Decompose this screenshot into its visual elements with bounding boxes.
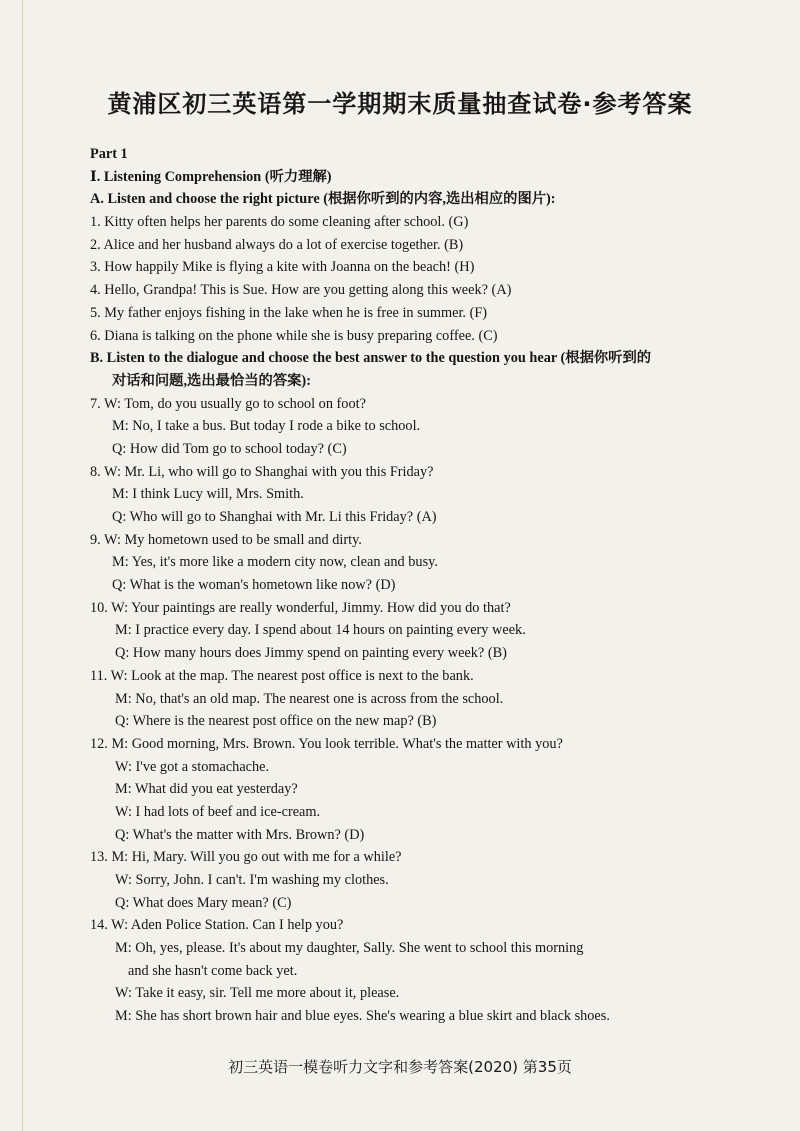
dialogue-line: Q: What's the matter with Mrs. Brown? (D) (115, 826, 365, 843)
dialogue-line: M: No, I take a bus. But today I rode a bike to school. (112, 418, 421, 435)
section-b-heading: B. Listen to the dialogue and choose the best answer to the question you hear (根据你听到的 (90, 350, 652, 367)
dialogue-line: M: No, that's an old map. The nearest one is across from the school. (115, 690, 504, 707)
page-title: 黄浦区初三英语第一学期期末质量抽查试卷·参考答案 (107, 90, 693, 118)
dialogue-line: 12. M: Good morning, Mrs. Brown. You look terrible. What's the matter with you? (90, 735, 563, 752)
dialogue-line: 11. W: Look at the map. The nearest post office is next to the bank. (90, 667, 474, 684)
dialogue-line: 8. W: Mr. Li, who will go to Shanghai with you this Friday? (90, 463, 434, 480)
binding-shadow (22, 0, 23, 1131)
page-footer: 初三英语一模卷听力文字和参考答案(2020) 第35页 (228, 1058, 572, 1076)
dialogue-line: W: Take it easy, sir. Tell me more about it, please. (115, 985, 400, 1002)
section-a-items (90, 211, 740, 347)
dialogue-line: M: I practice every day. I spend about 14 hours on painting every week. (115, 622, 526, 639)
dialogue-line: M: Oh, yes, please. It's about my daughter, Sally. She went to school this morning (115, 940, 584, 957)
dialogue-line: Q: Who will go to Shanghai with Mr. Li this Friday? (A) (112, 509, 437, 525)
list-item: 6. Diana is talking on the phone while she is busy preparing coffee. (C) (90, 327, 498, 344)
list-item: 3. How happily Mike is flying a kite with Joanna on the beach! (H) (90, 259, 475, 276)
list-item: 2. Alice and her husband always do a lot of exercise together. (B) (90, 236, 464, 253)
answer-content (90, 143, 740, 1028)
dialogue-line: 7. W: Tom, do you usually go to school on foot? (90, 395, 366, 412)
dialogue-line: 13. M: Hi, Mary. Will you go out with me for a while? (90, 849, 402, 866)
dialogue-line: Q: What is the woman's hometown like now? (D) (112, 577, 396, 594)
section-b-dialogues (90, 393, 740, 1028)
dialogue-line: Q: What does Mary mean? (C) (115, 894, 292, 911)
part-label: Part 1 (90, 146, 128, 162)
dialogue-line: M: She has short brown hair and blue eyes. She's wearing a blue skirt and black shoes. (115, 1008, 610, 1025)
section-a-heading: A. Listen and choose the right picture (根据你听到的内容,选出相应的图片): (90, 191, 556, 208)
list-item: 4. Hello, Grandpa! This is Sue. How are you getting along this week? (A) (90, 282, 512, 299)
section-heading: Ⅰ. Listening Comprehension (听力理解) (90, 168, 332, 185)
dialogue-line: M: What did you eat yesterday? (115, 781, 298, 798)
dialogue-line: and she hasn't come back yet. (128, 962, 298, 979)
dialogue-line: 9. W: My hometown used to be small and dirty. (90, 531, 362, 548)
dialogue-line: 10. W: Your paintings are really wonderful, Jimmy. How did you do that? (90, 599, 511, 616)
dialogue-line: Q: How many hours does Jimmy spend on painting every week? (B) (115, 645, 507, 662)
dialogue-line: 14. W: Aden Police Station. Can I help you? (90, 917, 344, 934)
dialogue-line: Q: Where is the nearest post office on the new map? (B) (115, 713, 437, 730)
list-item: 5. My father enjoys fishing in the lake when he is free in summer. (F) (90, 304, 488, 321)
dialogue-line: M: I think Lucy will, Mrs. Smith. (112, 486, 304, 503)
dialogue-line: M: Yes, it's more like a modern city now, clean and busy. (112, 554, 438, 571)
dialogue-line: Q: How did Tom go to school today? (C) (112, 440, 347, 457)
section-b-heading-cont: 对话和问题,选出最恰当的答案): (112, 372, 311, 389)
dialogue-line: W: I had lots of beef and ice-cream. (115, 803, 321, 820)
list-item: 1. Kitty often helps her parents do some cleaning after school. (G) (90, 214, 469, 231)
dialogue-line: W: Sorry, John. I can't. I'm washing my clothes. (115, 872, 389, 888)
dialogue-line: W: I've got a stomachache. (115, 758, 270, 775)
